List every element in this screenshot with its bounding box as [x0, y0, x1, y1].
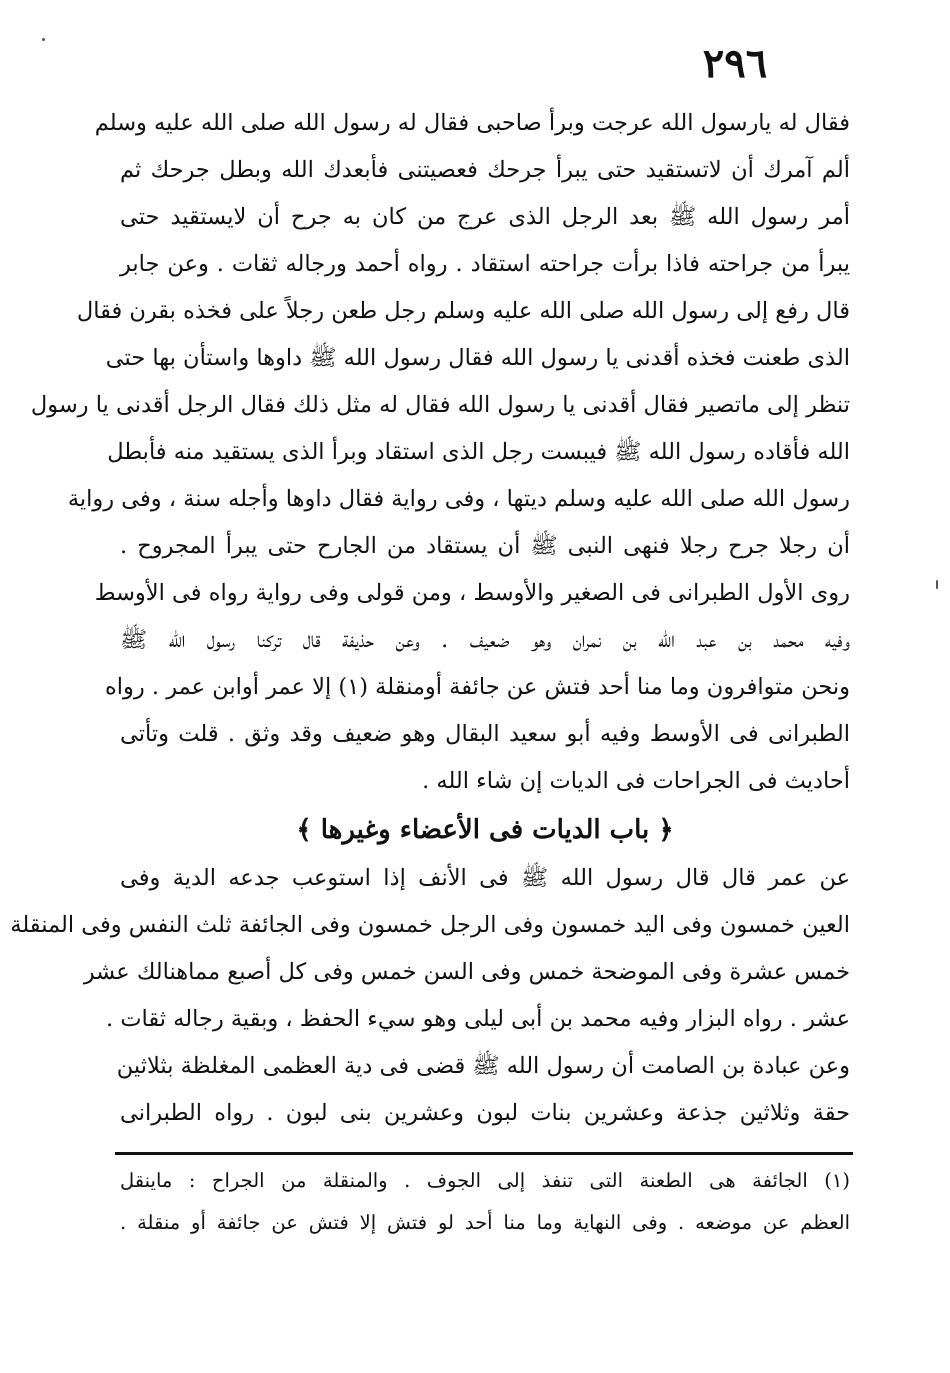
text-line: حقة وثلاثين جذعة وعشرين بنات لبون وعشرين بنى لبون . رواه الطبرانى — [120, 1100, 850, 1126]
text-line: أمر رسول الله ﷺ بعد الرجل الذى عرج من كان به جرح أن لايستقيد حتى — [120, 204, 850, 230]
text-line: الطبرانى فى الأوسط وفيه أبو سعيد البقال وهو ضعيف وقد وثق . قلت وتأتى — [120, 721, 850, 747]
text-line: عشر . رواه البزار وفيه محمد بن أبى ليلى وهو سيء الحفظ ، وبقية رجاله ثقات . — [106, 1006, 850, 1032]
footnote-line: العظم عن موضعه . وفى النهاية وما منا أحد لو فتش إلا فتش عن جائفة أو منقلة . — [120, 1211, 850, 1234]
text-line: رسول الله صلى الله عليه وسلم ديتها ، وفى رواية فقال داوها وأجله سنة ، وفى رواية — [67, 486, 850, 512]
text-line: يبرأ من جراحته فاذا برأت جراحته استقاد . رواه أحمد ورجاله ثقات . وعن جابر — [120, 251, 850, 277]
text-line: الله فأقاده رسول الله ﷺ فيبست رجل الذى استقاد وبرأ الذى يستقيد منه فأبطل — [107, 439, 850, 465]
text-line: الذى طعنت فخذه أقدنى يا رسول الله فقال رسول الله ﷺ داوها واستأن بها حتى — [105, 345, 850, 371]
footnote-divider — [115, 1152, 853, 1155]
text-line: العين خمسون وفى اليد خمسون وفى الرجل خمسون وفى الجائفة ثلث النفس وفى المنقلة — [10, 912, 850, 938]
text-line: خمس عشرة وفى الموضحة خمس وفى السن خمس وفى كل أصبع مماهنالك عشر — [83, 959, 850, 985]
scan-speck — [42, 38, 45, 41]
section-heading: ﴿ باب الديات فى الأعضاء وغيرها ﴾ — [296, 815, 674, 845]
footnote-line: (١) الجائفة هى الطعنة التى تنفذ إلى الجوف . والمنقلة من الجراح : ماينقل — [120, 1169, 850, 1192]
page-number: ٢٩٦ — [702, 40, 768, 87]
text-line: قال رفع إلى رسول الله صلى الله عليه وسلم رجل طعن رجلاً على فخذه بقرن فقال — [76, 298, 850, 324]
text-line: وفيه محمد بن عبد الله بن نمران وهو ضعيف . وعن حذيفة قال تركنا رسول الله ﷺ — [120, 627, 850, 653]
scan-speck — [936, 580, 938, 589]
text-line: عن عمر قال قال رسول الله ﷺ فى الأنف إذا استوعب جدعه الدية وفى — [120, 865, 850, 891]
text-line: ألم آمرك أن لاتستقيد حتى يبرأ جرحك فعصيتنى فأبعدك الله وبطل جرحك ثم — [120, 157, 850, 183]
text-line: أحاديث فى الجراحات فى الديات إن شاء الله . — [422, 768, 850, 794]
text-line: تنظر إلى ماتصير فقال أقدنى يا رسول الله فقال له مثل ذلك فقال الرجل أقدنى يا رسول — [30, 392, 850, 418]
footnotes — [120, 1160, 850, 1244]
text-line: ونحن متوافرون وما منا أحد فتش عن جائفة أومنقلة (١) إلا عمر أوابن عمر . رواه — [105, 674, 850, 700]
text-line: أن رجلا جرح رجلا فنهى النبى ﷺ أن يستقاد من الجارح حتى يبرأ المجروح . — [120, 533, 850, 559]
text-line: روى الأول الطبرانى فى الصغير والأوسط ، ومن قولى وفى رواية رواه فى الأوسط — [94, 580, 850, 606]
text-line: وعن عبادة بن الصامت أن رسول الله ﷺ قضى فى دية العظمى المغلظة بثلاثين — [116, 1053, 850, 1079]
main-text — [10, 100, 850, 1137]
text-line: فقال له يارسول الله عرجت وبرأ صاحبى فقال له رسول الله صلى الله عليه وسلم — [94, 110, 850, 136]
